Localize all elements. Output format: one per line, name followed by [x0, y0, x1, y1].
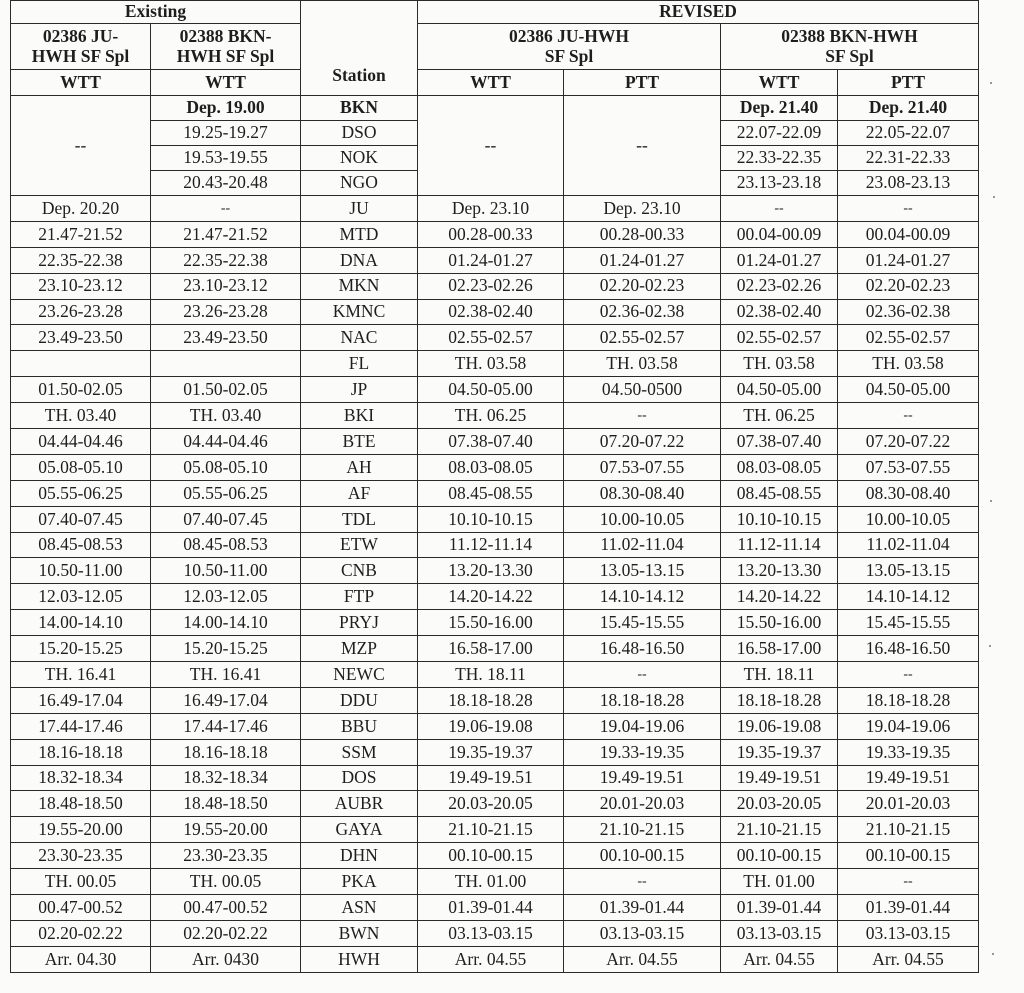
revised-ju-wtt-cell: 02.23-02.26	[418, 273, 564, 299]
revised-bkn-wtt-cell: 20.03-20.05	[721, 791, 838, 817]
revised-ju-wtt-cell: 19.06-19.08	[418, 713, 564, 739]
revised-ju-wtt-cell: 14.20-14.22	[418, 584, 564, 610]
revised-ju-wtt-cell: 08.45-08.55	[418, 480, 564, 506]
revised-bkn-ptt-cell: --	[838, 662, 979, 688]
existing-bkn-wtt-cell: 18.16-18.18	[151, 739, 301, 765]
existing-ju-wtt-cell: 05.08-05.10	[11, 454, 151, 480]
wtt-header: WTT	[11, 70, 151, 96]
revised-ju-wtt-cell: 19.49-19.51	[418, 765, 564, 791]
scan-speck	[990, 82, 992, 84]
existing-ju-wtt-cell: 23.10-23.12	[11, 273, 151, 299]
revised-ju-wtt-cell: 02.38-02.40	[418, 299, 564, 325]
revised-bkn-ptt-cell: 20.01-20.03	[838, 791, 979, 817]
existing-bkn-wtt-cell: 23.10-23.12	[151, 273, 301, 299]
existing-bkn-wtt-cell: 14.00-14.10	[151, 610, 301, 636]
revised-bkn-ptt-cell: 18.18-18.28	[838, 687, 979, 713]
table-row	[11, 946, 979, 972]
revised-bkn-wtt-cell: TH. 18.11	[721, 662, 838, 688]
existing-bkn-wtt-cell: 22.35-22.38	[151, 247, 301, 273]
scan-speck	[990, 500, 992, 502]
revised-ju-wtt-cell: 08.03-08.05	[418, 454, 564, 480]
revised-bkn-wtt-cell: 00.10-00.15	[721, 843, 838, 869]
existing-bkn-wtt-cell: 05.08-05.10	[151, 454, 301, 480]
station-cell: ASN	[301, 895, 418, 921]
revised-ju-wtt-cell: 00.10-00.15	[418, 843, 564, 869]
station-cell: BKI	[301, 403, 418, 429]
existing-ju-wtt-cell: 10.50-11.00	[11, 558, 151, 584]
existing-bkn-wtt-cell: TH. 16.41	[151, 662, 301, 688]
table-row	[11, 791, 979, 817]
station-cell: MTD	[301, 221, 418, 247]
revised-ju-wtt-cell: 03.13-03.15	[418, 920, 564, 946]
station-cell: AH	[301, 454, 418, 480]
revised-ju-wtt-cell: TH. 01.00	[418, 869, 564, 895]
revised-ju-ptt-cell: 15.45-15.55	[564, 610, 721, 636]
existing-ju-wtt-cell: 23.49-23.50	[11, 325, 151, 351]
existing-bkn-wtt-cell: 17.44-17.46	[151, 713, 301, 739]
table-row	[11, 480, 979, 506]
existing-ju-wtt-cell: TH. 00.05	[11, 869, 151, 895]
existing-bkn-wtt-cell: 19.53-19.55	[151, 146, 301, 171]
existing-ju-wtt-cell: 22.35-22.38	[11, 247, 151, 273]
revised-ju-ptt-cell: 03.13-03.15	[564, 920, 721, 946]
revised-bkn-ptt-cell: 22.05-22.07	[838, 121, 979, 146]
revised-bkn-wtt-cell: 11.12-11.14	[721, 532, 838, 558]
revised-ju-ptt-cell: 02.55-02.57	[564, 325, 721, 351]
revised-ju-ptt-cell: 01.24-01.27	[564, 247, 721, 273]
table-row	[11, 247, 979, 273]
revised-bkn-ptt-cell: --	[838, 403, 979, 429]
table-row	[11, 636, 979, 662]
existing-ju-wtt-cell	[11, 351, 151, 377]
existing-ju-wtt-cell: 21.47-21.52	[11, 221, 151, 247]
revised-bkn-ptt-cell: 19.04-19.06	[838, 713, 979, 739]
revised-bkn-ptt-cell: 21.10-21.15	[838, 817, 979, 843]
station-cell: TDL	[301, 506, 418, 532]
revised-bkn-ptt-cell: 08.30-08.40	[838, 480, 979, 506]
existing-ju-wtt-cell: TH. 03.40	[11, 403, 151, 429]
existing-ju-wtt-cell: 02.20-02.22	[11, 920, 151, 946]
scan-speck	[992, 953, 994, 955]
existing-ju-wtt-cell: 08.45-08.53	[11, 532, 151, 558]
existing-bkn-wtt-cell: 20.43-20.48	[151, 171, 301, 196]
station-cell: DOS	[301, 765, 418, 791]
revised-bkn-wtt-cell: 08.45-08.55	[721, 480, 838, 506]
existing-ju-wtt-cell: 18.32-18.34	[11, 765, 151, 791]
revised-ju-ptt-cell: 20.01-20.03	[564, 791, 721, 817]
revised-ju-ptt-cell: 18.18-18.28	[564, 687, 721, 713]
table-row	[11, 765, 979, 791]
wtt-header: WTT	[418, 70, 564, 96]
revised-ju-wtt-cell: 00.28-00.33	[418, 221, 564, 247]
revised-bkn-wtt-cell: 01.24-01.27	[721, 247, 838, 273]
revised-ju-ptt-cell: 16.48-16.50	[564, 636, 721, 662]
station-cell: KMNC	[301, 299, 418, 325]
revised-ju-ptt-cell: 02.36-02.38	[564, 299, 721, 325]
table-row	[11, 96, 979, 121]
revised-bkn-ptt-cell: 19.49-19.51	[838, 765, 979, 791]
revised-bkn-wtt-cell: 16.58-17.00	[721, 636, 838, 662]
revised-ju-ptt-cell: TH. 03.58	[564, 351, 721, 377]
table-row	[11, 196, 979, 222]
existing-bkn-wtt-cell: 16.49-17.04	[151, 687, 301, 713]
station-cell: AF	[301, 480, 418, 506]
revised-ju-wtt-cell: 16.58-17.00	[418, 636, 564, 662]
existing-ju-wtt-cell: 01.50-02.05	[11, 377, 151, 403]
existing-bkn-wtt-cell: 12.03-12.05	[151, 584, 301, 610]
station-cell: NEWC	[301, 662, 418, 688]
revised-bkn-wtt-cell: 07.38-07.40	[721, 429, 838, 455]
revised-bkn-wtt-cell: 15.50-16.00	[721, 610, 838, 636]
revised-ju-wtt-cell: --	[418, 96, 564, 196]
revised-ju-wtt-cell: 19.35-19.37	[418, 739, 564, 765]
revised-bkn-ptt-cell: 22.31-22.33	[838, 146, 979, 171]
revised-bkn-wtt-cell: TH. 01.00	[721, 869, 838, 895]
existing-bkn-wtt-cell: 21.47-21.52	[151, 221, 301, 247]
revised-ju-wtt-cell: TH. 03.58	[418, 351, 564, 377]
table-row	[11, 351, 979, 377]
revised-ju-wtt-cell: Arr. 04.55	[418, 946, 564, 972]
existing-bkn-wtt-cell: 18.32-18.34	[151, 765, 301, 791]
scan-speck	[989, 645, 991, 647]
revised-bkn-ptt-cell: 02.55-02.57	[838, 325, 979, 351]
existing-ju-wtt-cell: Dep. 20.20	[11, 196, 151, 222]
station-cell: NGO	[301, 171, 418, 196]
revised-bkn-ptt-cell: 16.48-16.50	[838, 636, 979, 662]
revised-bkn-ptt-cell: 13.05-13.15	[838, 558, 979, 584]
existing-ju-wtt-cell: 12.03-12.05	[11, 584, 151, 610]
station-cell: DDU	[301, 687, 418, 713]
existing-bkn-wtt-cell: TH. 00.05	[151, 869, 301, 895]
revised-bkn-ptt-cell: Dep. 21.40	[838, 96, 979, 121]
existing-ju-wtt-cell: 00.47-00.52	[11, 895, 151, 921]
table-row	[11, 273, 979, 299]
revised-ju-wtt-cell: 07.38-07.40	[418, 429, 564, 455]
existing-bkn-wtt-cell: 02.20-02.22	[151, 920, 301, 946]
existing-ju-wtt-cell: 23.30-23.35	[11, 843, 151, 869]
table-row	[11, 662, 979, 688]
table-row	[11, 920, 979, 946]
existing-bkn-wtt-cell: 10.50-11.00	[151, 558, 301, 584]
revised-ju-ptt-cell: 21.10-21.15	[564, 817, 721, 843]
revised-bkn-ptt-cell: 04.50-05.00	[838, 377, 979, 403]
revised-header: REVISED	[418, 1, 979, 24]
station-cell: JU	[301, 196, 418, 222]
revised-bkn-ptt-cell: 11.02-11.04	[838, 532, 979, 558]
table-row	[11, 532, 979, 558]
station-cell: MZP	[301, 636, 418, 662]
station-cell: HWH	[301, 946, 418, 972]
revised-bkn-wtt-cell: TH. 03.58	[721, 351, 838, 377]
timetable	[10, 0, 979, 973]
table-row	[11, 610, 979, 636]
station-cell: MKN	[301, 273, 418, 299]
revised-ju-ptt-cell: 10.00-10.05	[564, 506, 721, 532]
revised-bkn-ptt-cell: 02.20-02.23	[838, 273, 979, 299]
revised-bkn-ptt-cell: --	[838, 196, 979, 222]
revised-bkn-ptt-cell: 03.13-03.15	[838, 920, 979, 946]
existing-bkn-wtt-cell: 04.44-04.46	[151, 429, 301, 455]
station-cell: NOK	[301, 146, 418, 171]
revised-bkn-wtt-cell: 18.18-18.28	[721, 687, 838, 713]
revised-ju-ptt-cell: Dep. 23.10	[564, 196, 721, 222]
revised-bkn-wtt-cell: 19.49-19.51	[721, 765, 838, 791]
ptt-header: PTT	[564, 70, 721, 96]
table-row	[11, 429, 979, 455]
revised-ju-ptt-cell: 02.20-02.23	[564, 273, 721, 299]
revised-ju-wtt-cell: 20.03-20.05	[418, 791, 564, 817]
station-cell: AUBR	[301, 791, 418, 817]
revised-bkn-wtt-cell: 19.06-19.08	[721, 713, 838, 739]
revised-ju-ptt-cell: 08.30-08.40	[564, 480, 721, 506]
table-row	[11, 869, 979, 895]
table-row	[11, 403, 979, 429]
revised-ju-ptt-cell: --	[564, 403, 721, 429]
revised-ju-ptt-cell: --	[564, 96, 721, 196]
revised-ju-ptt-cell: 13.05-13.15	[564, 558, 721, 584]
station-cell: DNA	[301, 247, 418, 273]
scan-speck	[993, 196, 995, 198]
existing-bkn-wtt-cell: --	[151, 196, 301, 222]
revised-ju-ptt-cell: 19.04-19.06	[564, 713, 721, 739]
existing-ju-wtt-cell: 14.00-14.10	[11, 610, 151, 636]
existing-ju-wtt-cell: 16.49-17.04	[11, 687, 151, 713]
revised-bkn-wtt-cell: 10.10-10.15	[721, 506, 838, 532]
revised-bkn-wtt-cell: 23.13-23.18	[721, 171, 838, 196]
existing-ju-wtt-cell: 18.48-18.50	[11, 791, 151, 817]
existing-bkn-wtt-cell: Dep. 19.00	[151, 96, 301, 121]
revised-bkn-ptt-cell: 14.10-14.12	[838, 584, 979, 610]
table-row	[11, 817, 979, 843]
revised-ju-wtt-cell: Dep. 23.10	[418, 196, 564, 222]
revised-bkn-wtt-cell: 08.03-08.05	[721, 454, 838, 480]
table-row	[11, 739, 979, 765]
ptt-header: PTT	[838, 70, 979, 96]
revised-train-02386-header: 02386 JU-HWH SF Spl	[418, 24, 721, 70]
existing-train-02388-header: 02388 BKN- HWH SF Spl	[151, 24, 301, 70]
table-row	[11, 584, 979, 610]
existing-bkn-wtt-cell: 23.49-23.50	[151, 325, 301, 351]
station-cell: BWN	[301, 920, 418, 946]
revised-bkn-wtt-cell: 19.35-19.37	[721, 739, 838, 765]
revised-bkn-wtt-cell: 22.33-22.35	[721, 146, 838, 171]
revised-ju-ptt-cell: 07.53-07.55	[564, 454, 721, 480]
revised-ju-wtt-cell: 21.10-21.15	[418, 817, 564, 843]
station-cell: GAYA	[301, 817, 418, 843]
revised-ju-ptt-cell: 04.50-0500	[564, 377, 721, 403]
revised-bkn-wtt-cell: TH. 06.25	[721, 403, 838, 429]
revised-bkn-wtt-cell: 02.23-02.26	[721, 273, 838, 299]
station-cell: DHN	[301, 843, 418, 869]
revised-bkn-wtt-cell: 04.50-05.00	[721, 377, 838, 403]
station-cell: FL	[301, 351, 418, 377]
station-cell: SSM	[301, 739, 418, 765]
existing-bkn-wtt-cell: TH. 03.40	[151, 403, 301, 429]
station-cell: FTP	[301, 584, 418, 610]
existing-ju-wtt-cell: 05.55-06.25	[11, 480, 151, 506]
existing-bkn-wtt-cell: 18.48-18.50	[151, 791, 301, 817]
existing-train-02386-header: 02386 JU- HWH SF Spl	[11, 24, 151, 70]
revised-ju-wtt-cell: 02.55-02.57	[418, 325, 564, 351]
existing-bkn-wtt-cell: 19.25-19.27	[151, 121, 301, 146]
wtt-header: WTT	[721, 70, 838, 96]
station-cell: PKA	[301, 869, 418, 895]
existing-ju-wtt-cell: Arr. 04.30	[11, 946, 151, 972]
revised-bkn-ptt-cell: 02.36-02.38	[838, 299, 979, 325]
existing-bkn-wtt-cell: 15.20-15.25	[151, 636, 301, 662]
revised-bkn-wtt-cell: 22.07-22.09	[721, 121, 838, 146]
revised-bkn-wtt-cell: 02.55-02.57	[721, 325, 838, 351]
existing-ju-wtt-cell: 19.55-20.00	[11, 817, 151, 843]
table-row	[11, 325, 979, 351]
existing-bkn-wtt-cell: 23.30-23.35	[151, 843, 301, 869]
revised-ju-wtt-cell: 13.20-13.30	[418, 558, 564, 584]
revised-ju-ptt-cell: 00.10-00.15	[564, 843, 721, 869]
station-cell: BKN	[301, 96, 418, 121]
revised-bkn-wtt-cell: Arr. 04.55	[721, 946, 838, 972]
revised-ju-ptt-cell: Arr. 04.55	[564, 946, 721, 972]
revised-bkn-wtt-cell: 03.13-03.15	[721, 920, 838, 946]
table-row	[11, 713, 979, 739]
revised-ju-ptt-cell: 19.49-19.51	[564, 765, 721, 791]
existing-ju-wtt-cell: 23.26-23.28	[11, 299, 151, 325]
existing-bkn-wtt-cell: 23.26-23.28	[151, 299, 301, 325]
revised-bkn-ptt-cell: 07.20-07.22	[838, 429, 979, 455]
revised-ju-wtt-cell: 15.50-16.00	[418, 610, 564, 636]
existing-ju-wtt-cell: --	[11, 96, 151, 196]
existing-bkn-wtt-cell: 05.55-06.25	[151, 480, 301, 506]
revised-ju-wtt-cell: 10.10-10.15	[418, 506, 564, 532]
revised-bkn-ptt-cell: 00.04-00.09	[838, 221, 979, 247]
existing-ju-wtt-cell: 15.20-15.25	[11, 636, 151, 662]
existing-bkn-wtt-cell: 01.50-02.05	[151, 377, 301, 403]
revised-ju-ptt-cell: 01.39-01.44	[564, 895, 721, 921]
revised-bkn-wtt-cell: 14.20-14.22	[721, 584, 838, 610]
table-row	[11, 506, 979, 532]
existing-bkn-wtt-cell: Arr. 0430	[151, 946, 301, 972]
table-row	[11, 895, 979, 921]
table-row	[11, 377, 979, 403]
revised-bkn-ptt-cell: 19.33-19.35	[838, 739, 979, 765]
table-row	[11, 558, 979, 584]
revised-train-02388-header: 02388 BKN-HWH SF Spl	[721, 24, 979, 70]
revised-bkn-ptt-cell: --	[838, 869, 979, 895]
station-cell: BTE	[301, 429, 418, 455]
revised-ju-wtt-cell: 11.12-11.14	[418, 532, 564, 558]
revised-bkn-wtt-cell: 13.20-13.30	[721, 558, 838, 584]
station-cell: NAC	[301, 325, 418, 351]
revised-bkn-ptt-cell: 07.53-07.55	[838, 454, 979, 480]
revised-ju-wtt-cell: TH. 18.11	[418, 662, 564, 688]
revised-ju-wtt-cell: 04.50-05.00	[418, 377, 564, 403]
table-row	[11, 454, 979, 480]
revised-ju-wtt-cell: TH. 06.25	[418, 403, 564, 429]
station-header: Station	[301, 1, 418, 96]
revised-bkn-wtt-cell: 21.10-21.15	[721, 817, 838, 843]
existing-bkn-wtt-cell	[151, 351, 301, 377]
revised-bkn-ptt-cell: 23.08-23.13	[838, 171, 979, 196]
revised-ju-ptt-cell: 14.10-14.12	[564, 584, 721, 610]
revised-ju-ptt-cell: --	[564, 869, 721, 895]
existing-bkn-wtt-cell: 08.45-08.53	[151, 532, 301, 558]
revised-bkn-wtt-cell: Dep. 21.40	[721, 96, 838, 121]
revised-ju-wtt-cell: 01.24-01.27	[418, 247, 564, 273]
table-row	[11, 299, 979, 325]
revised-bkn-wtt-cell: 01.39-01.44	[721, 895, 838, 921]
revised-bkn-wtt-cell: 02.38-02.40	[721, 299, 838, 325]
revised-bkn-ptt-cell: 15.45-15.55	[838, 610, 979, 636]
table-row	[11, 843, 979, 869]
station-cell: BBU	[301, 713, 418, 739]
revised-bkn-ptt-cell: TH. 03.58	[838, 351, 979, 377]
revised-bkn-ptt-cell: 01.39-01.44	[838, 895, 979, 921]
station-cell: PRYJ	[301, 610, 418, 636]
station-cell: CNB	[301, 558, 418, 584]
revised-ju-ptt-cell: 00.28-00.33	[564, 221, 721, 247]
table-row	[11, 221, 979, 247]
existing-ju-wtt-cell: 04.44-04.46	[11, 429, 151, 455]
revised-bkn-ptt-cell: Arr. 04.55	[838, 946, 979, 972]
revised-bkn-ptt-cell: 01.24-01.27	[838, 247, 979, 273]
revised-bkn-ptt-cell: 10.00-10.05	[838, 506, 979, 532]
wtt-header: WTT	[151, 70, 301, 96]
revised-ju-ptt-cell: --	[564, 662, 721, 688]
existing-bkn-wtt-cell: 00.47-00.52	[151, 895, 301, 921]
revised-ju-ptt-cell: 11.02-11.04	[564, 532, 721, 558]
existing-ju-wtt-cell: 17.44-17.46	[11, 713, 151, 739]
revised-bkn-wtt-cell: --	[721, 196, 838, 222]
revised-ju-ptt-cell: 19.33-19.35	[564, 739, 721, 765]
table-row	[11, 687, 979, 713]
existing-bkn-wtt-cell: 07.40-07.45	[151, 506, 301, 532]
revised-bkn-wtt-cell: 00.04-00.09	[721, 221, 838, 247]
existing-ju-wtt-cell: 18.16-18.18	[11, 739, 151, 765]
existing-header: Existing	[11, 1, 301, 24]
station-cell: JP	[301, 377, 418, 403]
revised-ju-ptt-cell: 07.20-07.22	[564, 429, 721, 455]
revised-ju-wtt-cell: 18.18-18.28	[418, 687, 564, 713]
existing-ju-wtt-cell: TH. 16.41	[11, 662, 151, 688]
existing-ju-wtt-cell: 07.40-07.45	[11, 506, 151, 532]
revised-ju-wtt-cell: 01.39-01.44	[418, 895, 564, 921]
station-cell: DSO	[301, 121, 418, 146]
revised-bkn-ptt-cell: 00.10-00.15	[838, 843, 979, 869]
existing-bkn-wtt-cell: 19.55-20.00	[151, 817, 301, 843]
station-cell: ETW	[301, 532, 418, 558]
